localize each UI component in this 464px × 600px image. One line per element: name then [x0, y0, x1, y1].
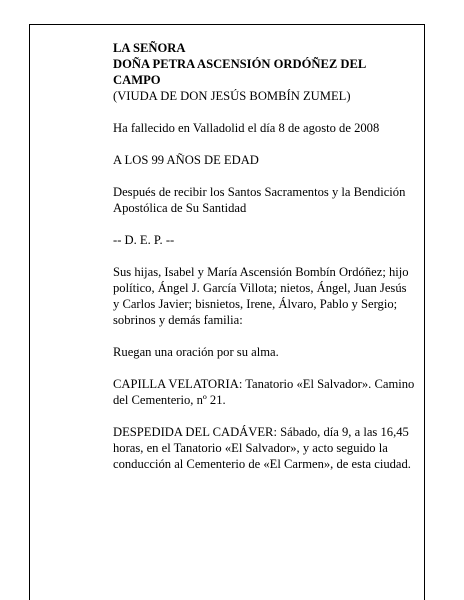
widow-of-line: (VIUDA DE DON JESÚS BOMBÍN ZUMEL)	[113, 89, 351, 103]
chapel-paragraph: CAPILLA VELATORIA: Tanatorio «El Salvador». Camino del Cementerio, nº 21.	[113, 377, 415, 407]
heading-la-senora: LA SEÑORA	[113, 41, 186, 55]
sacraments-line: Después de recibir los Santos Sacramentos y la Bendición Apostólica de Su Santidad	[113, 185, 406, 215]
obituary-text	[113, 40, 415, 472]
border-top	[29, 24, 425, 25]
border-right	[424, 24, 425, 600]
death-line: Ha fallecido en Valladolid el día 8 de agosto de 2008	[113, 121, 380, 135]
age-line: A LOS 99 AÑOS DE EDAD	[113, 153, 259, 167]
border-left	[29, 24, 30, 600]
rip-line: -- D. E. P. --	[113, 233, 175, 247]
prayer-line: Ruegan una oración por su alma.	[113, 345, 279, 359]
family-paragraph: Sus hijas, Isabel y María Ascensión Bombín Ordóñez; hijo político, Ángel J. García Villota; nietos, Ángel, Juan Jesús y Carlos Javier; bisnietos, Irene, Álvaro, Pablo y Sergio; sobrinos y demás familia:	[113, 265, 409, 327]
heading-deceased-name: DOÑA PETRA ASCENSIÓN ORDÓÑEZ DEL CAMPO	[113, 57, 366, 87]
farewell-paragraph: DESPEDIDA DEL CADÁVER: Sábado, día 9, a las 16,45 horas, en el Tanatorio «El Salvador», y acto seguido la conducción al Cementerio de «El Carmen», de esta ciudad.	[113, 425, 411, 471]
